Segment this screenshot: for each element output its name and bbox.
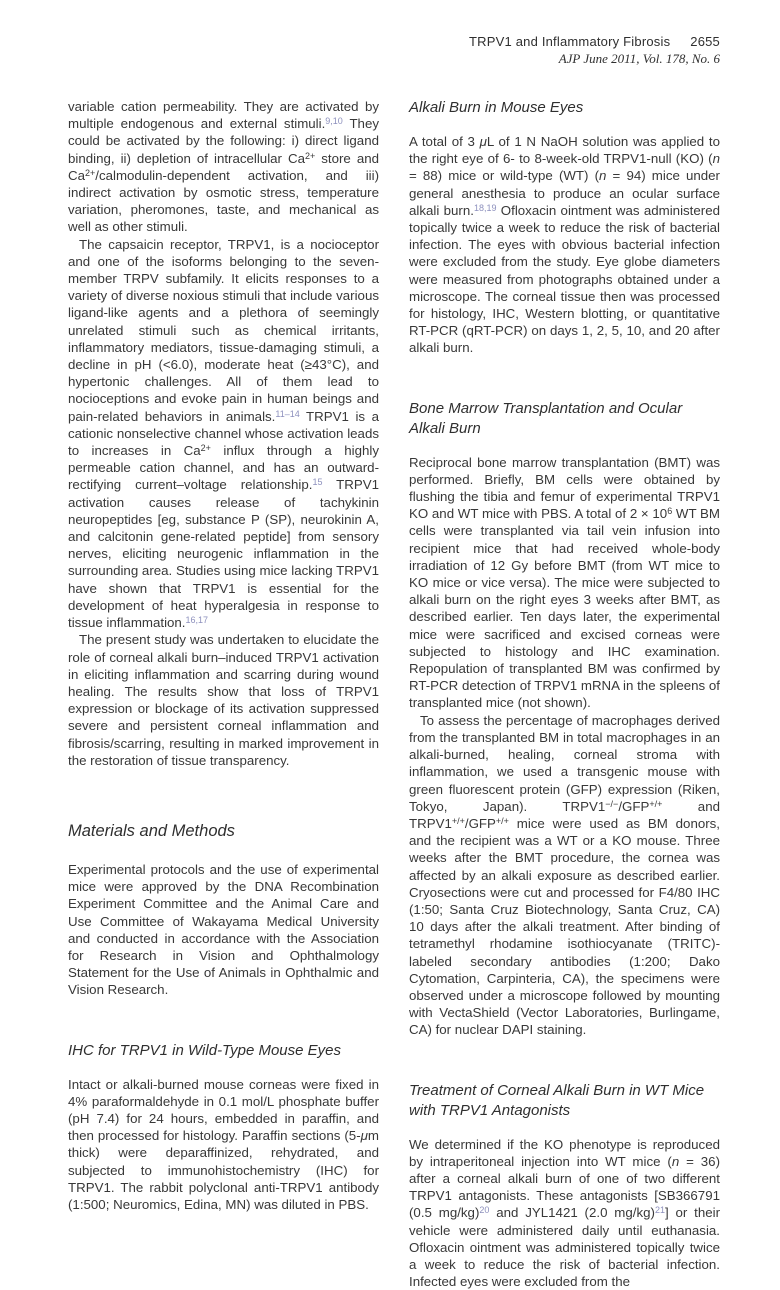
page-number: 2655: [690, 34, 720, 49]
section-heading-materials-and-methods: Materials and Methods: [68, 821, 235, 840]
paragraph-continuation: variable cation permeability. They are activated by multiple endogenous and external stimuli.$^{9,10}$ They could be activated by the following: i) direct ligand binding, ii) depletion of intracellular $Ca^{2+}$ store and $Ca^{2+}/calmodulin$-dependent activation, and iii) indirect activation by osmotic stress, temperature variation, pheromones, taste, and mechanical as well as other stimuli.: [68, 99, 380, 235]
page-header: [68, 34, 720, 67]
left-column: [68, 98, 379, 1290]
running-head: [68, 34, 720, 49]
running-title: TRPV1 and Inflammatory Fibrosis: [469, 34, 671, 49]
subsection-heading-bone-marrow: Bone Marrow Transplantation and Ocular Alkali Burn: [409, 399, 683, 437]
journal-citation: AJP June 2011, Vol. 178, No. 6: [558, 51, 720, 66]
right-column: [409, 98, 720, 1290]
subsection-heading-ihc: IHC for TRPV1 in Wild-Type Mouse Eyes: [68, 1041, 341, 1059]
subsection-heading-alkali-burn: Alkali Burn in Mouse Eyes: [409, 99, 584, 116]
paragraph: We determined if the KO phenotype is reproduced by intraperitoneal injection into WT mice (n = 36) after a corneal alkali burn of one of two different TRPV1 antagonists. These antagonists [SB366791 (0.5 mg/kg)$^{20}$ and JYL1421 (2.0 mg/kg)$^{21}$] or their vehicle were administered daily until euthanasia. Ofloxacin ointment was administered topically twice a week to reduce the risk of bacterial infection. Infected eyes were excluded from the: [409, 1136, 721, 1290]
two-column-body: [68, 98, 720, 1290]
paragraph: Experimental protocols and the use of experimental mice were approved by the DNA Recombination Experiment Committee and the Animal Care and Use Committee of Wakayama Medical University and conducted in accordance with the Association for Research in Vision and Ophthalmology Statement for the Use of Animals in Ophthalmic and Vision Research.: [68, 861, 379, 998]
paragraph: To assess the percentage of macrophages derived from the transplanted BM in total macrophages in an alkali-burned, healing, corneal stroma with inflammation, we used a transgenic mouse with green fluorescent protein (GFP) expression (Riken, Tokyo, Japan). TRPV1−/−/GFP+/+ and TRPV1+/+/GFP+/+ mice were used as BM donors, and the recipient was a WT or a KO mouse. Three weeks after the BMT procedure, the cornea was affected by an alkali exposure as described earlier. Cryosections were cut and processed for F4/80 IHC (1:50; Santa Cruz Biotechnology, Santa Cruz, CA) 10 days after the alkali treatment. After binding of tetramethyl rhodamine isothiocyanate (TRITC)-labeled secondary antibodies (1:200; Dako Cytomation, Carpinteria, CA), the specimens were observed under a microscope followed by mounting with VectaShield (Vector Laboratories, Burlingame, CA) for nuclear DAPI staining.: [409, 712, 720, 1038]
paragraph: The present study was undertaken to elucidate the role of corneal alkali burn–induced TRPV1 activation in eliciting inflammation and scarring during wound healing. The results show that loss of TRPV1 expression or blockage of its activation suppressed severe and persistent corneal inflammation and fibrosis/scarring, resulting in marked improvement in the restoration of tissue transparency.: [68, 632, 379, 768]
paragraph: A total of 3 μL of 1 N NaOH solution was applied to the right eye of 6- to 8-week-old TRPV1-null (KO) (n = 88) mice or wild-type (WT) (n = 94) mice under general anesthesia to produce an ocular surface alkali burn.$^{18,19}$ Ofloxacin ointment was administered topically twice a week to reduce the risk of bacterial infection. The eyes with obvious bacterial infection were excluded from the study. Eye globe diameters were measured from photographs obtained under a microscope. The corneal tissue then was processed for histology, IHC, Western blotting, or quantitative RT-PCR (qRT-PCR) on days 1, 2, 5, 10, and 20 after alkali burn.: [409, 134, 720, 356]
paragraph: Reciprocal bone marrow transplantation (BMT) was performed. Briefly, BM cells were obtained by flushing the tibia and femur of experimental TRPV1 KO and WT mice with PBS. A total of $2 \times 10^6$ WT BM cells were transplanted via tail vein infusion into recipient mice that had received whole-body irradiation of 12 Gy before BMT (from WT mice to KO mice or vice versa). The mice were subjected to alkali burn on the right eyes 3 weeks after BMT, as described earlier. Ten days later, the experimental mice were sacrificed and excised corneas were subjected to histology and IHC examination. Repopulation of transplanted BM was confirmed by RT-PCR detection of TRPV1 mRNA in the spleens of transplanted mice (not shown).: [409, 454, 720, 711]
paragraph: Intact or alkali-burned mouse corneas were fixed in 4% paraformaldehyde in 0.1 mol/L phosphate buffer (pH 7.4) for 24 hours, embedded in paraffin, and then processed for histology. Paraffin sections (5-μm thick) were deparaffinized, rehydrated, and subjected to immunohistochemistry (IHC) for TRPV1. The rabbit polyclonal anti-TRPV1 antibody (1:500; Neuromics, Edina, MN) was diluted in PBS.: [68, 1076, 379, 1212]
subsection-heading-treatment: Treatment of Corneal Alkali Burn in WT Mice with TRPV1 Antagonists: [409, 1081, 705, 1119]
paragraph: The capsaicin receptor, TRPV1, is a nocioceptor and one of the isoforms belonging to the seven-member TRPV subfamily. It elicits responses to a variety of diverse noxious stimuli that include various ligand-like agents and a plethora of seemingly unrelated stimuli such as chemical irritants, inflammatory mediators, tissue-damaging stimuli, a decline in pH (<6.0), moderate heat (≥43°C), and hypertonic challenges. All of them lead to nocioceptions and evoke pain in human beings and pain-related behaviors in animals.$^{11-14}$ TRPV1 is a cationic nonselective channel whose activation leads to increases in $Ca^{2+}$ influx through a highly permeable cation channel, and has an outward-rectifying current–voltage relationship.$^{15}$ TRPV1 activation causes release of tachykinin neuropeptides [eg, substance P (SP), neurokinin A, and calcitonin gene-related peptide] from sensory nerves, eliciting neurogenic inflammation in the surrounding area. Studies using mice lacking TRPV1 have shown that TRPV1 is essential for the development of heat hyperalgesia in response to tissue inflammation.$^{16,17}$: [68, 236, 380, 631]
